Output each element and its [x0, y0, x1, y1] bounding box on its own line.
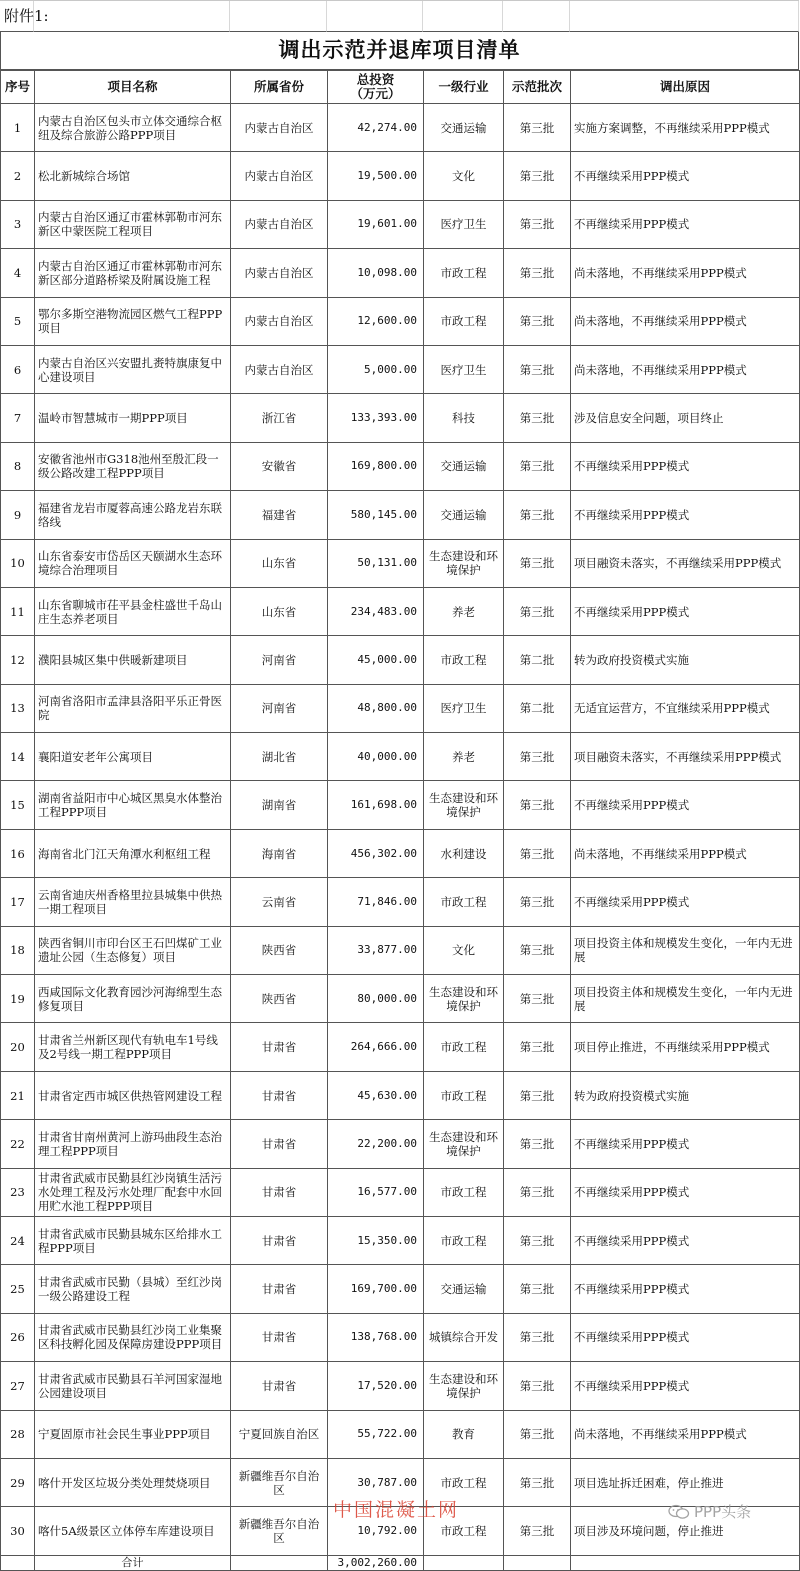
header-row [1, 71, 800, 104]
cell-index: 30 [1, 1507, 35, 1555]
table-row [1, 1265, 800, 1313]
cell-index: 2 [1, 152, 35, 200]
cell-industry: 医疗卫生 [424, 345, 504, 393]
cell-name: 安徽省池州市G318池州至殷汇段一级公路改建工程PPP项目 [35, 442, 231, 490]
header-batch: 示范批次 [504, 71, 571, 104]
table-title: 调出示范并退库项目清单 [0, 31, 799, 70]
cell-industry: 市政工程 [424, 297, 504, 345]
cell-name: 喀什5A级景区立体停车库建设项目 [35, 1507, 231, 1555]
attachment-label: 附件1: [0, 1, 34, 32]
cell-batch: 第三批 [504, 200, 571, 248]
cell-batch: 第三批 [504, 1120, 571, 1168]
cell-name: 内蒙古自治区通辽市霍林郭勒市河东新区中蒙医院工程项目 [35, 200, 231, 248]
table-row [1, 1313, 800, 1361]
cell-batch: 第三批 [504, 781, 571, 829]
cell-province: 内蒙古自治区 [231, 297, 328, 345]
table-row [1, 1023, 800, 1071]
cell-batch: 第三批 [504, 878, 571, 926]
cell-province: 内蒙古自治区 [231, 345, 328, 393]
cell-investment: 30,787.00 [328, 1458, 424, 1506]
cell-investment: 138,768.00 [328, 1313, 424, 1361]
cell-name: 甘肃省武威市民勤县城东区给排水工程PPP项目 [35, 1216, 231, 1264]
cell-batch: 第三批 [504, 394, 571, 442]
cell-industry: 交通运输 [424, 104, 504, 152]
cell-investment: 234,483.00 [328, 587, 424, 635]
cell-industry: 交通运输 [424, 442, 504, 490]
cell-reason: 不再继续采用PPP模式 [571, 442, 800, 490]
cell-index: 3 [1, 200, 35, 248]
cell-batch: 第三批 [504, 829, 571, 877]
cell-investment: 264,666.00 [328, 1023, 424, 1071]
cell-name: 甘肃省武威市民勤县石羊河国家湿地公园建设项目 [35, 1362, 231, 1410]
project-table [0, 70, 800, 1571]
cell-province: 内蒙古自治区 [231, 200, 328, 248]
cell-index: 27 [1, 1362, 35, 1410]
cell-batch: 第三批 [504, 442, 571, 490]
header-industry: 一级行业 [424, 71, 504, 104]
cell-industry: 生态建设和环境保护 [424, 1362, 504, 1410]
table-row [1, 975, 800, 1023]
cell-reason: 不再继续采用PPP模式 [571, 1265, 800, 1313]
cell-investment: 22,200.00 [328, 1120, 424, 1168]
cell-industry: 市政工程 [424, 878, 504, 926]
cell-province: 河南省 [231, 684, 328, 732]
cell-reason: 项目涉及环境问题，停止推进 [571, 1507, 800, 1555]
cell-index: 18 [1, 926, 35, 974]
cell-reason: 项目投资主体和规模发生变化，一年内无进展 [571, 975, 800, 1023]
cell-batch: 第三批 [504, 152, 571, 200]
cell-name: 湖南省益阳市中心城区黑臭水体整治工程PPP项目 [35, 781, 231, 829]
table-row [1, 733, 800, 781]
cell-province: 海南省 [231, 829, 328, 877]
cell-province: 山东省 [231, 587, 328, 635]
cell-name: 喀什开发区垃圾分类处理焚烧项目 [35, 1458, 231, 1506]
cell-industry: 生态建设和环境保护 [424, 1120, 504, 1168]
attachment-row [0, 0, 799, 31]
cell-investment: 45,000.00 [328, 636, 424, 684]
cell-province: 甘肃省 [231, 1120, 328, 1168]
cell-batch: 第三批 [504, 1410, 571, 1458]
cell-province: 云南省 [231, 878, 328, 926]
cell-industry: 养老 [424, 733, 504, 781]
cell-index: 19 [1, 975, 35, 1023]
table-row [1, 1216, 800, 1264]
table-row [1, 1168, 800, 1216]
total-label: 合计 [35, 1555, 231, 1570]
cell-province: 新疆维吾尔自治区 [231, 1507, 328, 1555]
cell-index: 29 [1, 1458, 35, 1506]
cell-batch: 第三批 [504, 926, 571, 974]
cell-reason: 不再继续采用PPP模式 [571, 1120, 800, 1168]
cell-province: 宁夏回族自治区 [231, 1410, 328, 1458]
cell-batch: 第三批 [504, 1507, 571, 1555]
cell-reason: 项目融资未落实，不再继续采用PPP模式 [571, 733, 800, 781]
cell-batch: 第三批 [504, 975, 571, 1023]
cell-reason: 不再继续采用PPP模式 [571, 1168, 800, 1216]
table-row [1, 152, 800, 200]
table-row [1, 249, 800, 297]
site-watermark: 中国混凝土网 [333, 1499, 460, 1521]
cell-batch: 第三批 [504, 104, 571, 152]
header-investment: 总投资 （万元） [328, 71, 424, 104]
cell-index: 16 [1, 829, 35, 877]
cell-reason: 项目融资未落实，不再继续采用PPP模式 [571, 539, 800, 587]
cell-reason: 不再继续采用PPP模式 [571, 587, 800, 635]
cell-reason: 项目停止推进，不再继续采用PPP模式 [571, 1023, 800, 1071]
cell-reason: 涉及信息安全问题，项目终止 [571, 394, 800, 442]
cell-batch: 第二批 [504, 684, 571, 732]
cell-reason: 不再继续采用PPP模式 [571, 1362, 800, 1410]
cell-reason: 尚未落地，不再继续采用PPP模式 [571, 249, 800, 297]
table-row [1, 491, 800, 539]
cell-name: 福建省龙岩市厦蓉高速公路龙岩东联络线 [35, 491, 231, 539]
cell-province: 浙江省 [231, 394, 328, 442]
cell-reason: 不再继续采用PPP模式 [571, 491, 800, 539]
table-row [1, 781, 800, 829]
cell-reason: 尚未落地，不再继续采用PPP模式 [571, 1410, 800, 1458]
cell-reason: 尚未落地，不再继续采用PPP模式 [571, 345, 800, 393]
cell-name: 宁夏固原市社会民生事业PPP项目 [35, 1410, 231, 1458]
cell-investment: 55,722.00 [328, 1410, 424, 1458]
cell-index: 24 [1, 1216, 35, 1264]
table-row [1, 394, 800, 442]
cell-batch: 第三批 [504, 1216, 571, 1264]
cell-index: 14 [1, 733, 35, 781]
cell-investment: 48,800.00 [328, 684, 424, 732]
cell-index: 10 [1, 539, 35, 587]
cell-investment: 169,800.00 [328, 442, 424, 490]
cell-reason: 不再继续采用PPP模式 [571, 152, 800, 200]
cell-name: 鄂尔多斯空港物流园区燃气工程PPP项目 [35, 297, 231, 345]
cell-province: 甘肃省 [231, 1168, 328, 1216]
brand-watermark [668, 1501, 751, 1522]
cell-batch: 第三批 [504, 539, 571, 587]
cell-name: 温岭市智慧城市一期PPP项目 [35, 394, 231, 442]
cell-industry: 交通运输 [424, 1265, 504, 1313]
cell-reason: 项目选址拆迁困难，停止推进 [571, 1458, 800, 1506]
cell-reason: 尚未落地，不再继续采用PPP模式 [571, 829, 800, 877]
table-row [1, 1362, 800, 1410]
cell-name: 甘肃省武威市民勤县红沙岗镇生活污水处理工程及污水处理厂配套中水回用贮水池工程PPP项目 [35, 1168, 231, 1216]
cell-province: 湖南省 [231, 781, 328, 829]
cell-investment: 50,131.00 [328, 539, 424, 587]
table-row [1, 297, 800, 345]
cell-investment: 15,350.00 [328, 1216, 424, 1264]
cell-index: 13 [1, 684, 35, 732]
table-row [1, 1120, 800, 1168]
table-row [1, 200, 800, 248]
header-index: 序号 [1, 71, 35, 104]
cell-batch: 第三批 [504, 1023, 571, 1071]
table-row [1, 829, 800, 877]
cell-industry: 城镇综合开发 [424, 1313, 504, 1361]
cell-industry: 市政工程 [424, 1507, 504, 1555]
table-row [1, 636, 800, 684]
cell-name: 濮阳县城区集中供暖新建项目 [35, 636, 231, 684]
cell-name: 内蒙古自治区通辽市霍林郭勒市河东新区部分道路桥梁及附属设施工程 [35, 249, 231, 297]
cell-province: 新疆维吾尔自治区 [231, 1458, 328, 1506]
cell-name: 河南省洛阳市孟津县洛阳平乐正骨医院 [35, 684, 231, 732]
cell-reason: 不再继续采用PPP模式 [571, 1216, 800, 1264]
cell-name: 陕西省铜川市印台区王石凹煤矿工业遗址公园（生态修复）项目 [35, 926, 231, 974]
cell-index: 11 [1, 587, 35, 635]
cell-investment: 5,000.00 [328, 345, 424, 393]
cell-reason: 不再继续采用PPP模式 [571, 878, 800, 926]
cell-reason: 尚未落地，不再继续采用PPP模式 [571, 297, 800, 345]
cell-industry: 市政工程 [424, 1458, 504, 1506]
cell-industry: 交通运输 [424, 491, 504, 539]
cell-province: 安徽省 [231, 442, 328, 490]
cell-province: 甘肃省 [231, 1023, 328, 1071]
cell-index: 15 [1, 781, 35, 829]
cell-investment: 16,577.00 [328, 1168, 424, 1216]
cell-reason: 不再继续采用PPP模式 [571, 1313, 800, 1361]
cell-province: 陕西省 [231, 926, 328, 974]
cell-industry: 市政工程 [424, 1168, 504, 1216]
cell-industry: 生态建设和环境保护 [424, 975, 504, 1023]
cell-reason: 不再继续采用PPP模式 [571, 781, 800, 829]
cell-industry: 医疗卫生 [424, 200, 504, 248]
total-row [1, 1555, 800, 1570]
cell-reason: 转为政府投资模式实施 [571, 636, 800, 684]
cell-industry: 生态建设和环境保护 [424, 781, 504, 829]
cell-province: 甘肃省 [231, 1071, 328, 1119]
table-row [1, 587, 800, 635]
cell-investment: 45,630.00 [328, 1071, 424, 1119]
cell-investment: 17,520.00 [328, 1362, 424, 1410]
cell-province: 甘肃省 [231, 1216, 328, 1264]
cell-investment: 10,792.00 [328, 1507, 424, 1555]
cell-investment: 12,600.00 [328, 297, 424, 345]
cell-index: 17 [1, 878, 35, 926]
table-row [1, 442, 800, 490]
cell-province: 内蒙古自治区 [231, 249, 328, 297]
cell-province: 内蒙古自治区 [231, 152, 328, 200]
cell-index: 26 [1, 1313, 35, 1361]
cell-industry: 养老 [424, 587, 504, 635]
cell-investment: 580,145.00 [328, 491, 424, 539]
cell-industry: 教育 [424, 1410, 504, 1458]
cell-index: 1 [1, 104, 35, 152]
cell-investment: 169,700.00 [328, 1265, 424, 1313]
cell-province: 湖北省 [231, 733, 328, 781]
cell-reason: 转为政府投资模式实施 [571, 1071, 800, 1119]
cell-index: 12 [1, 636, 35, 684]
cell-name: 甘肃省甘南州黄河上游玛曲段生态治理工程PPP项目 [35, 1120, 231, 1168]
table-row [1, 104, 800, 152]
cell-batch: 第三批 [504, 1458, 571, 1506]
cell-industry: 医疗卫生 [424, 684, 504, 732]
cell-batch: 第三批 [504, 249, 571, 297]
cell-reason: 不再继续采用PPP模式 [571, 200, 800, 248]
cell-industry: 市政工程 [424, 1023, 504, 1071]
cell-province: 陕西省 [231, 975, 328, 1023]
cell-index: 28 [1, 1410, 35, 1458]
cell-index: 20 [1, 1023, 35, 1071]
table-row [1, 1410, 800, 1458]
cell-investment: 10,098.00 [328, 249, 424, 297]
cell-province: 河南省 [231, 636, 328, 684]
cell-investment: 42,274.00 [328, 104, 424, 152]
header-reason: 调出原因 [571, 71, 800, 104]
cell-industry: 文化 [424, 926, 504, 974]
table-row [1, 539, 800, 587]
table-row [1, 684, 800, 732]
cell-industry: 市政工程 [424, 1216, 504, 1264]
cell-industry: 水利建设 [424, 829, 504, 877]
cell-investment: 161,698.00 [328, 781, 424, 829]
cell-batch: 第三批 [504, 1313, 571, 1361]
cell-index: 8 [1, 442, 35, 490]
cell-name: 山东省泰安市岱岳区天颐湖水生态环境综合治理项目 [35, 539, 231, 587]
cell-batch: 第三批 [504, 1265, 571, 1313]
cell-province: 福建省 [231, 491, 328, 539]
cell-industry: 市政工程 [424, 636, 504, 684]
cell-name: 松北新城综合场馆 [35, 152, 231, 200]
cell-investment: 456,302.00 [328, 829, 424, 877]
cell-batch: 第三批 [504, 733, 571, 781]
cell-investment: 133,393.00 [328, 394, 424, 442]
table-row [1, 1071, 800, 1119]
cell-province: 甘肃省 [231, 1313, 328, 1361]
cell-reason: 实施方案调整，不再继续采用PPP模式 [571, 104, 800, 152]
cell-industry: 市政工程 [424, 249, 504, 297]
wechat-icon [668, 1504, 690, 1520]
cell-province: 甘肃省 [231, 1362, 328, 1410]
cell-investment: 80,000.00 [328, 975, 424, 1023]
cell-index: 21 [1, 1071, 35, 1119]
cell-index: 23 [1, 1168, 35, 1216]
cell-index: 22 [1, 1120, 35, 1168]
cell-investment: 19,500.00 [328, 152, 424, 200]
cell-name: 内蒙古自治区包头市立体交通综合枢纽及综合旅游公路PPP项目 [35, 104, 231, 152]
cell-investment: 40,000.00 [328, 733, 424, 781]
cell-batch: 第三批 [504, 1362, 571, 1410]
brand-watermark-text: PPP头条 [694, 1503, 752, 1521]
cell-industry: 文化 [424, 152, 504, 200]
cell-province: 甘肃省 [231, 1265, 328, 1313]
cell-name: 甘肃省定西市城区供热管网建设工程 [35, 1071, 231, 1119]
cell-batch: 第三批 [504, 587, 571, 635]
cell-province: 内蒙古自治区 [231, 104, 328, 152]
cell-name: 甘肃省武威市民勤县红沙岗工业集聚区科技孵化园及保障房建设PPP项目 [35, 1313, 231, 1361]
cell-index: 5 [1, 297, 35, 345]
cell-batch: 第三批 [504, 491, 571, 539]
cell-index: 9 [1, 491, 35, 539]
cell-index: 4 [1, 249, 35, 297]
cell-index: 25 [1, 1265, 35, 1313]
cell-name: 甘肃省武威市民勤（县城）至红沙岗一级公路建设工程 [35, 1265, 231, 1313]
table-row [1, 878, 800, 926]
cell-investment: 19,601.00 [328, 200, 424, 248]
cell-name: 内蒙古自治区兴安盟扎赉特旗康复中心建设项目 [35, 345, 231, 393]
table-row [1, 345, 800, 393]
cell-batch: 第三批 [504, 1071, 571, 1119]
cell-investment: 71,846.00 [328, 878, 424, 926]
cell-reason: 项目投资主体和规模发生变化，一年内无进展 [571, 926, 800, 974]
total-investment: 3,002,260.00 [328, 1555, 424, 1570]
cell-industry: 生态建设和环境保护 [424, 539, 504, 587]
header-province: 所属省份 [231, 71, 328, 104]
cell-name: 云南省迪庆州香格里拉县城集中供热一期工程项目 [35, 878, 231, 926]
cell-investment: 33,877.00 [328, 926, 424, 974]
cell-name: 西咸国际文化教育园沙河海绵型生态修复项目 [35, 975, 231, 1023]
cell-batch: 第三批 [504, 297, 571, 345]
cell-industry: 科技 [424, 394, 504, 442]
cell-name: 海南省北门江天角潭水利枢纽工程 [35, 829, 231, 877]
cell-industry: 市政工程 [424, 1071, 504, 1119]
cell-index: 7 [1, 394, 35, 442]
cell-reason: 无适宜运营方，不宜继续采用PPP模式 [571, 684, 800, 732]
header-name: 项目名称 [35, 71, 231, 104]
cell-province: 山东省 [231, 539, 328, 587]
table-row [1, 926, 800, 974]
cell-batch: 第三批 [504, 1168, 571, 1216]
cell-batch: 第三批 [504, 345, 571, 393]
cell-name: 山东省聊城市茌平县金柱盛世千岛山庄生态养老项目 [35, 587, 231, 635]
cell-name: 甘肃省兰州新区现代有轨电车1号线及2号线一期工程PPP项目 [35, 1023, 231, 1071]
cell-batch: 第二批 [504, 636, 571, 684]
cell-name: 襄阳道安老年公寓项目 [35, 733, 231, 781]
cell-index: 6 [1, 345, 35, 393]
